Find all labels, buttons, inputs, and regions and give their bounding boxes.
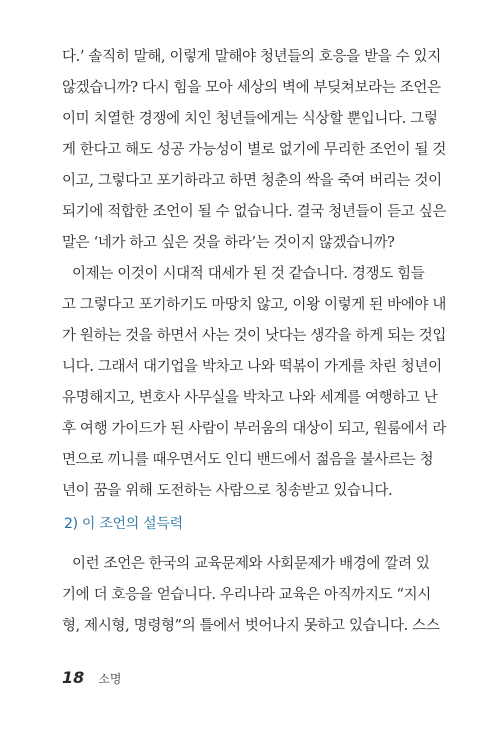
body-text-line: 이제는 이것이 시대적 대세가 된 것 같습니다. 경쟁도 힘들 bbox=[72, 266, 425, 282]
body-text-line: 되기에 적합한 조언이 될 수 없습니다. 결국 청년들이 듣고 싶은 bbox=[62, 204, 447, 220]
body-text-line: 유명해지고, 변호사 사무실을 박차고 나와 세계를 여행하고 난 bbox=[62, 390, 438, 406]
body-text-line: 이미 치열한 경쟁에 치인 청년들에게는 식상할 뿐입니다. 그렇 bbox=[62, 111, 438, 127]
body-text-line: 않겠습니까? 다시 힘을 모아 세상의 벽에 부딪쳐보라는 조언은 bbox=[62, 80, 441, 96]
body-text-line: 말은 ‘네가 하고 싶은 것을 하라’는 것이지 않겠습니까? bbox=[62, 235, 395, 251]
body-text-line: 게 한다고 해도 성공 가능성이 별로 없기에 무리한 조언이 될 것 bbox=[62, 142, 447, 158]
body-text-line: 형, 제시형, 명령형”의 틀에서 벗어나지 못하고 있습니다. 스스 bbox=[62, 618, 440, 634]
body-text-line: 가 원하는 것을 하면서 사는 것이 낫다는 생각을 하게 되는 것입 bbox=[62, 328, 447, 344]
body-text-line: 후 여행 가이드가 된 사람이 부러움의 대상이 되고, 원룸에서 라 bbox=[62, 421, 447, 437]
page-footer bbox=[62, 668, 121, 690]
body-text-line: 기에 더 호응을 얻습니다. 우리나라 교육은 아직까지도 “지시 bbox=[62, 587, 431, 603]
body-text-line: 이런 조언은 한국의 교육문제와 사회문제가 배경에 깔려 있 bbox=[72, 556, 430, 572]
body-text-line: 고 그렇다고 포기하기도 마땅치 않고, 이왕 이렇게 된 바에야 내 bbox=[62, 297, 447, 313]
running-title: 소명 bbox=[98, 672, 122, 686]
body-text-line: 년이 꿈을 위해 도전하는 사람으로 칭송받고 있습니다. bbox=[62, 483, 393, 499]
body-text-line: 다.’ 솔직히 말해, 이렇게 말해야 청년들의 호응을 받을 수 있지 bbox=[62, 49, 441, 65]
page-number: 18 bbox=[62, 668, 85, 687]
section-heading: 2) 이 조언의 설득력 bbox=[64, 516, 183, 532]
body-text-line: 면으로 끼니를 때우면서도 인디 밴드에서 젊음을 불사르는 청 bbox=[62, 452, 434, 468]
body-text-line: 니다. 그래서 대기업을 박차고 나와 떡볶이 가게를 차린 청년이 bbox=[62, 359, 442, 375]
body-text-line: 이고, 그렇다고 포기하라고 하면 청춘의 싹을 죽여 버리는 것이 bbox=[62, 173, 442, 189]
